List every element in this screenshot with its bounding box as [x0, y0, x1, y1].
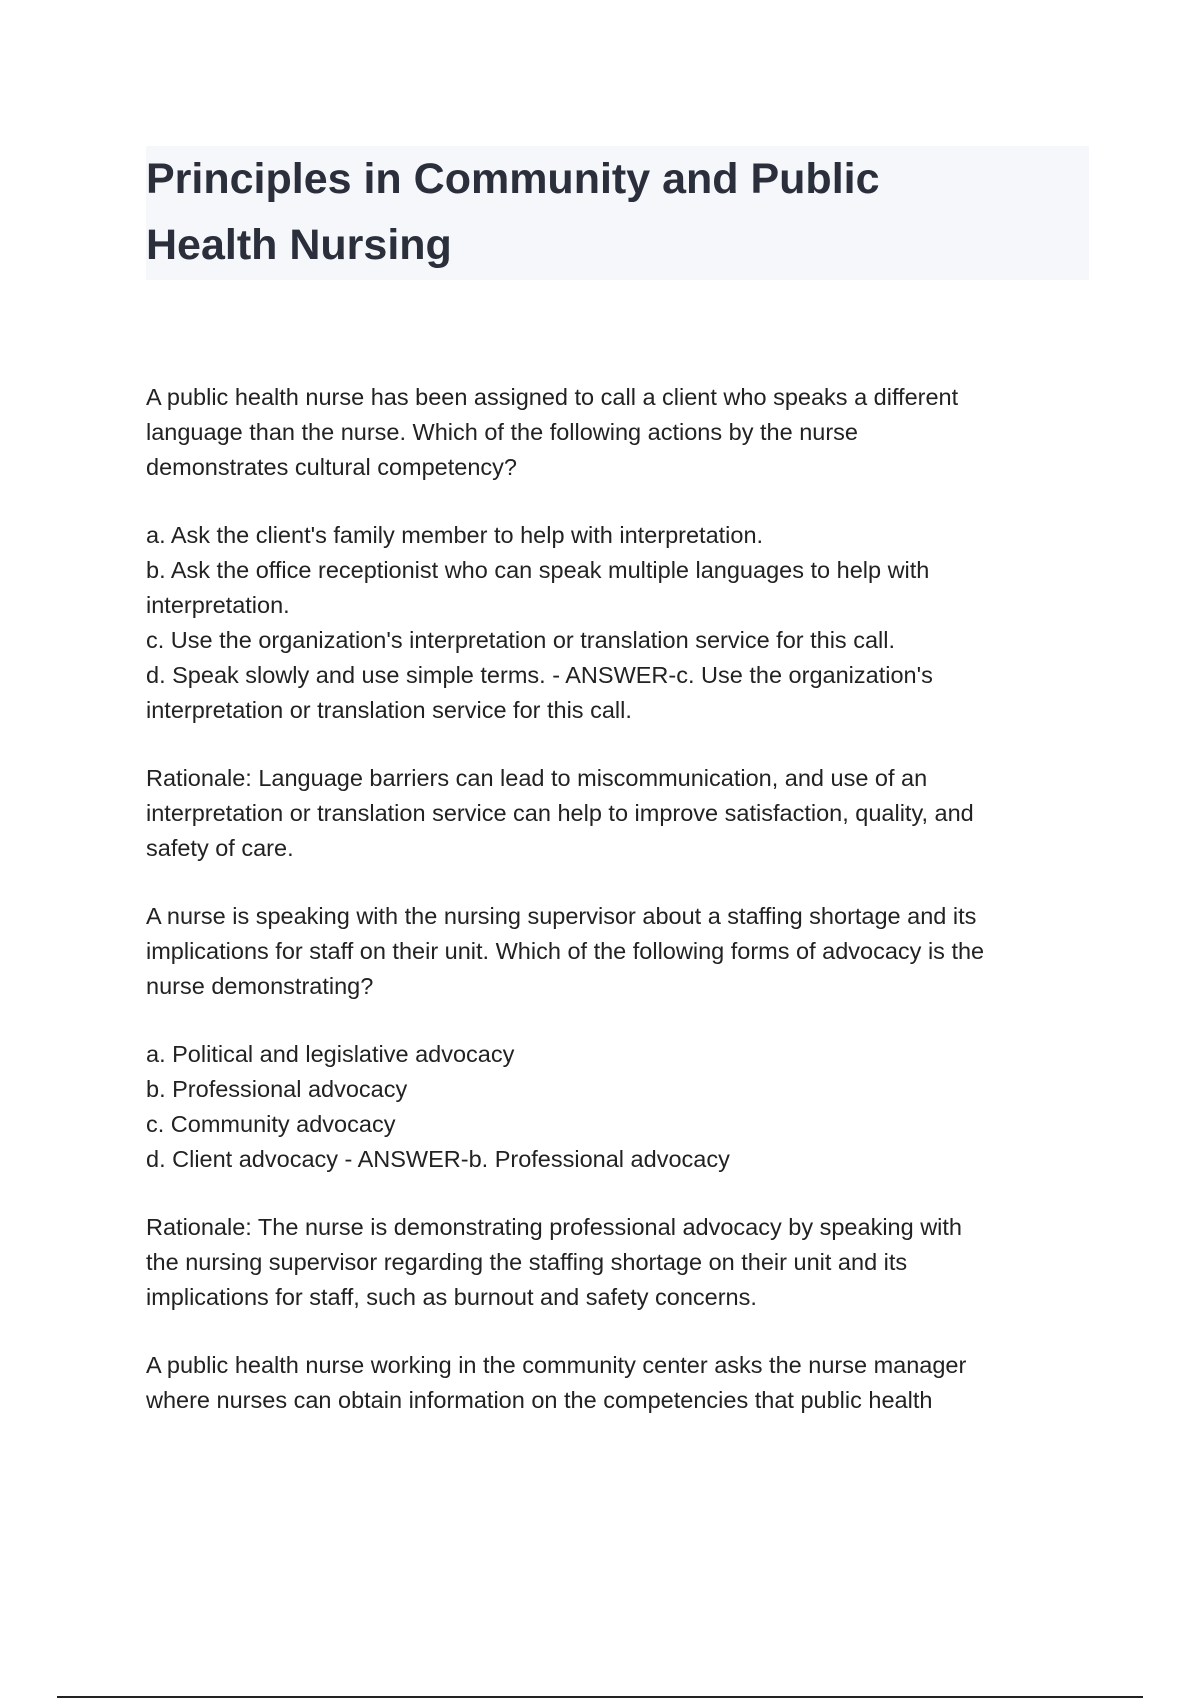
text-line: A nurse is speaking with the nursing supervisor about a staffing shortage and its	[146, 903, 977, 929]
text-line: implications for staff, such as burnout and safety concerns.	[146, 1284, 757, 1310]
option-line: d. Client advocacy - ANSWER-b. Professional advocacy	[146, 1146, 730, 1172]
text-line: demonstrates cultural competency?	[146, 454, 517, 480]
text-line: nurse demonstrating?	[146, 973, 374, 999]
option-line: c. Use the organization's interpretation or translation service for this call.	[146, 627, 896, 653]
question-paragraph	[146, 380, 1086, 485]
text-line: where nurses can obtain information on the competencies that public health	[146, 1387, 933, 1413]
text-line: A public health nurse working in the community center asks the nurse manager	[146, 1352, 967, 1378]
text-line: the nursing supervisor regarding the staffing shortage on their unit and its	[146, 1249, 908, 1275]
text-line: A public health nurse has been assigned to call a client who speaks a different	[146, 384, 959, 410]
page-title	[146, 146, 1089, 280]
option-line: interpretation or translation service for this call.	[146, 697, 632, 723]
footer-divider	[57, 1696, 1143, 1698]
text-line: implications for staff on their unit. Which of the following forms of advocacy is the	[146, 938, 985, 964]
answer-options	[146, 1037, 1086, 1177]
question-paragraph	[146, 1348, 1086, 1418]
option-line: a. Political and legislative advocacy	[146, 1041, 515, 1067]
rationale-paragraph	[146, 761, 1086, 866]
option-line: d. Speak slowly and use simple terms. - ANSWER-c. Use the organization's	[146, 662, 933, 688]
title-line-1: Principles in Community and Public	[146, 155, 880, 203]
option-line: b. Ask the office receptionist who can speak multiple languages to help with	[146, 557, 930, 583]
document-body	[146, 380, 1086, 1418]
text-line: safety of care.	[146, 835, 294, 861]
option-line: a. Ask the client's family member to help with interpretation.	[146, 522, 764, 548]
option-line: interpretation.	[146, 592, 290, 618]
text-line: Rationale: The nurse is demonstrating professional advocacy by speaking with	[146, 1214, 962, 1240]
question-paragraph	[146, 899, 1086, 1004]
option-line: b. Professional advocacy	[146, 1076, 408, 1102]
rationale-paragraph	[146, 1210, 1086, 1315]
answer-options	[146, 518, 1086, 728]
text-line: Rationale: Language barriers can lead to miscommunication, and use of an	[146, 765, 928, 791]
text-line: language than the nurse. Which of the following actions by the nurse	[146, 419, 858, 445]
text-line: interpretation or translation service can help to improve satisfaction, quality, and	[146, 800, 974, 826]
option-line: c. Community advocacy	[146, 1111, 396, 1137]
title-line-2: Health Nursing	[146, 221, 452, 269]
